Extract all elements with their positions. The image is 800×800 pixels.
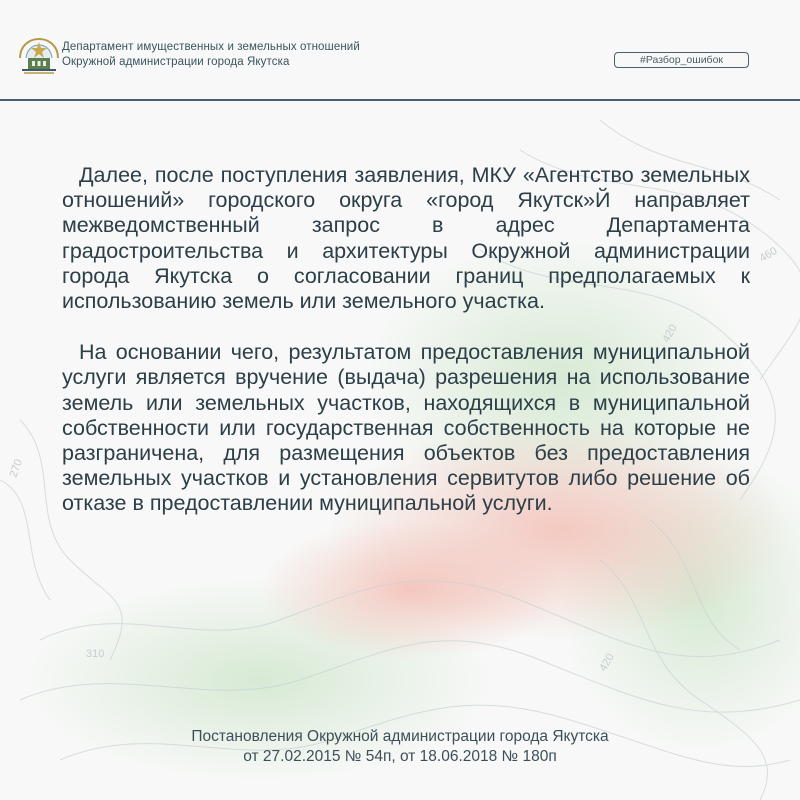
- map-red-area: [260, 520, 560, 660]
- footer-line: от 27.02.2015 № 54п, от 18.06.2018 № 180п: [243, 748, 557, 765]
- map-label: 420: [660, 322, 680, 345]
- page-header: [0, 0, 800, 102]
- organization-line: Окружной администрации города Якутска: [62, 55, 290, 68]
- organization-name: [62, 40, 360, 69]
- paragraph: Далее, после поступления заявления, МКУ «Агентство земельных отношений» городского округа «город Якутск»Й направляет межведомственный запрос в адрес Департамента градостроительства и архитектуры Окружной администрации города Якутска о согласовании границ предполагаемых к использованию земель или земельного участка.: [62, 163, 750, 314]
- paragraph: На основании чего, результатом предоставления муниципальной услуги является вручение (выдача) разрешения на использование земель или земельных участков, находящихся в муниципальной собственности или государственная собственность на которые не разграничена, для размещения объектов без предоставления земельных участков и установления сервитутов либо решение об отказе в предоставлении муниципальной услуги.: [62, 340, 750, 516]
- footer-line: Постановления Окружной администрации города Якутска: [191, 728, 609, 745]
- main-text: [62, 163, 750, 517]
- header-divider: [0, 99, 800, 101]
- department-emblem-icon: [17, 36, 61, 76]
- map-label: 460: [757, 245, 780, 265]
- map-label: 270: [7, 457, 26, 480]
- organization-line: Департамент имущественных и земельных отношений: [62, 41, 360, 53]
- footer-source-citation: [0, 727, 800, 767]
- map-label: 420: [597, 651, 617, 674]
- map-label: 310: [86, 648, 105, 660]
- hashtag-badge: #Разбор_ошибок: [614, 52, 749, 68]
